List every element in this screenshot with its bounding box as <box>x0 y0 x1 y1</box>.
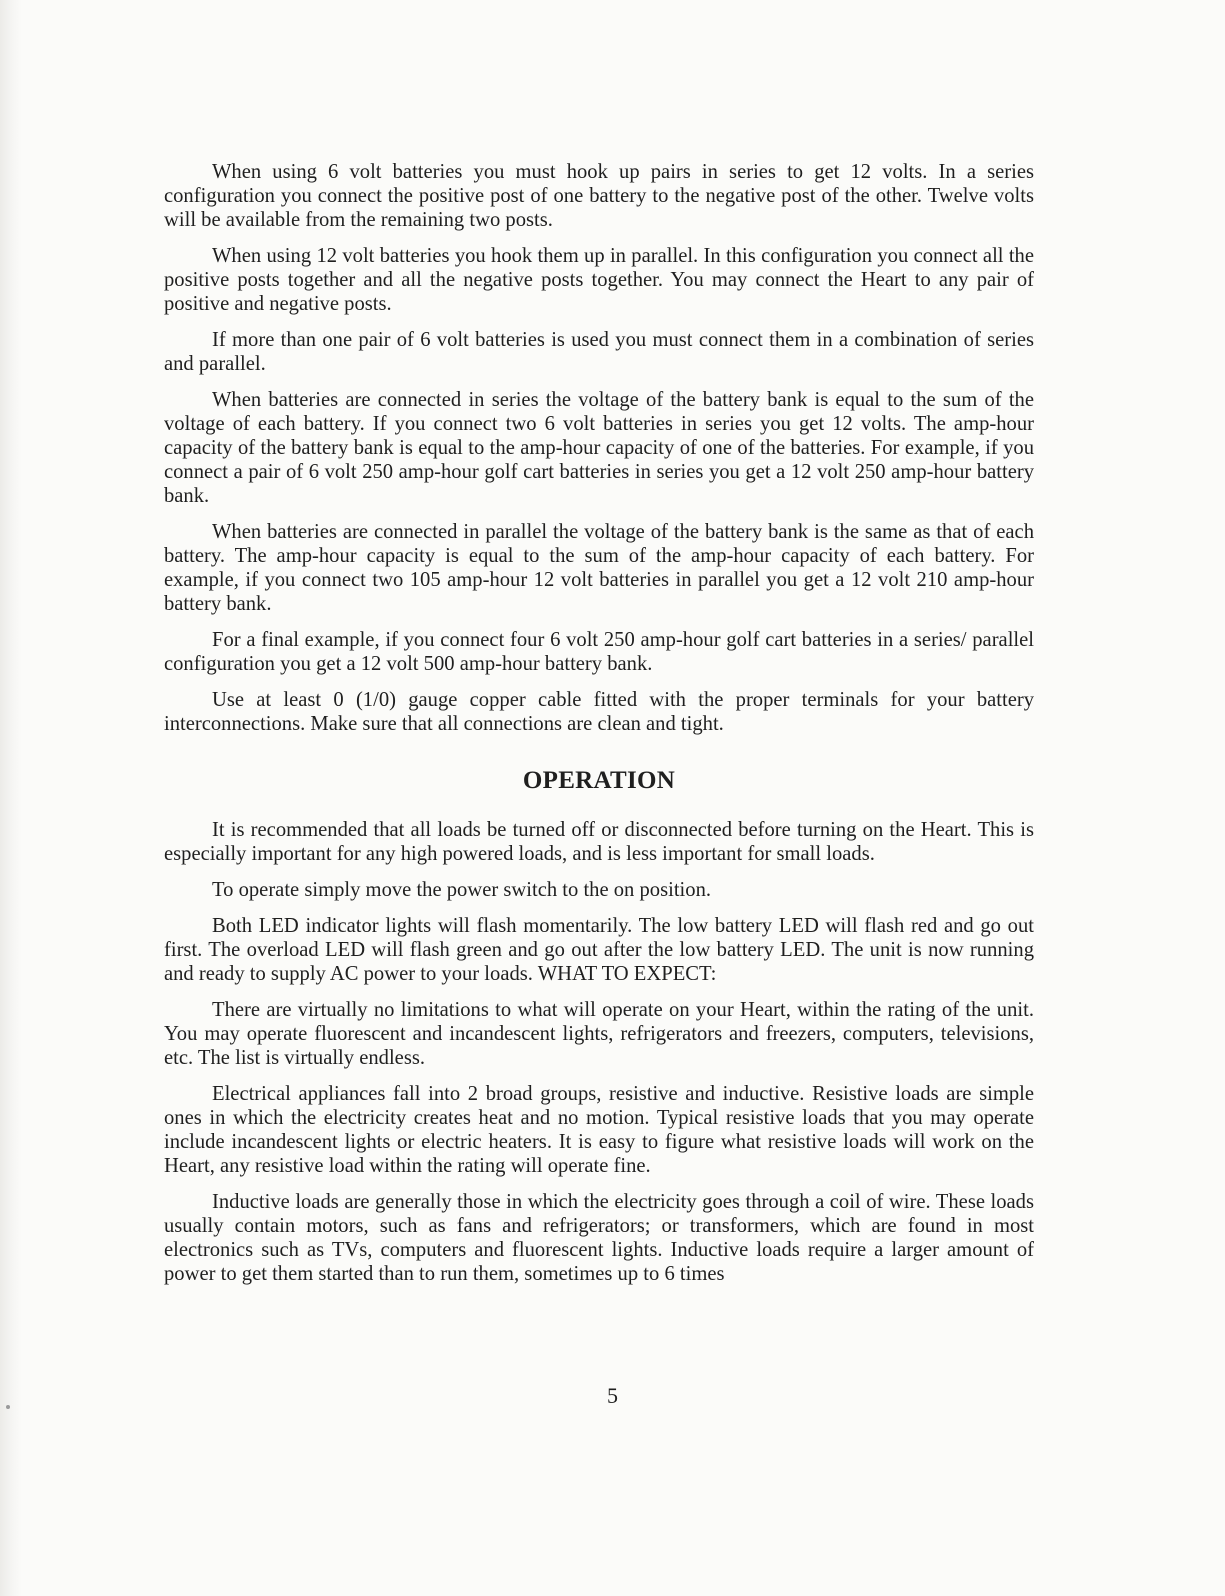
paragraph-parallel-voltage: When batteries are connected in parallel the voltage of the battery bank is the same as that of each battery. The amp-hour capacity is equal to the sum of the amp-hour capacity of each battery. For example, if you connect two 105 amp-hour 12 volt batteries in parallel you get a 12 volt 210 amp-hour battery bank. <box>164 521 1034 615</box>
page-number: 5 <box>607 1383 618 1408</box>
paragraph-limitations: There are virtually no limitations to what will operate on your Heart, within the rating of the unit. You may operate fluorescent and incandescent lights, refrigerators and freezers, computers, televisions, etc. The list is virtually endless. <box>164 999 1034 1069</box>
paragraph-loads-off: It is recommended that all loads be turned off or disconnected before turning on the Heart. This is especially important for any high powered loads, and is less important for small loads. <box>164 819 1034 865</box>
paragraph-cable-gauge: Use at least 0 (1/0) gauge copper cable fitted with the proper terminals for your battery interconnections. Make sure that all connections are clean and tight. <box>164 689 1034 735</box>
document-page <box>164 160 1034 1298</box>
scan-shadow-edge <box>0 0 22 1596</box>
paragraph-resistive-loads: Electrical appliances fall into 2 broad groups, resistive and inductive. Resistive loads are simple ones in which the electricity creates heat and no motion. Typical resistive loads that you may operate include incandescent lights or electric heaters. It is easy to figure what resistive loads will work on the Heart, any resistive load within the rating will operate fine. <box>164 1083 1034 1177</box>
paragraph-power-switch: To operate simply move the power switch to the on position. <box>212 879 712 901</box>
paragraph-six-volt-series: When using 6 volt batteries you must hook up pairs in series to get 12 volts. In a series configuration you connect the positive post of one battery to the negative post of the other. Twelve volts will be available from the remaining two posts. <box>164 161 1034 231</box>
paragraph-twelve-volt-parallel: When using 12 volt batteries you hook them up in parallel. In this configuration you connect all the positive posts together and all the negative posts together. You may connect the Heart to any pair of positive and negative posts. <box>164 245 1034 315</box>
operation-heading: OPERATION <box>522 767 676 794</box>
paragraph-led-indicators: Both LED indicator lights will flash momentarily. The low battery LED will flash red and go out first. The overload LED will flash green and go out after the low battery LED. The unit is now running and ready to supply AC power to your loads. WHAT TO EXPECT: <box>164 915 1034 985</box>
paragraph-series-parallel-combination: If more than one pair of 6 volt batteries is used you must connect them in a combination of series and parallel. <box>164 329 1034 375</box>
paragraph-final-example: For a final example, if you connect four 6 volt 250 amp-hour golf cart batteries in a series/ parallel configuration you get a 12 volt 500 amp-hour battery bank. <box>164 629 1034 675</box>
paragraph-inductive-loads: Inductive loads are generally those in which the electricity goes through a coil of wire. These loads usually contain motors, such as fans and refrigerators; or transformers, which are found in most electronics such as TVs, computers and fluorescent lights. Inductive loads require a larger amount of power to get them started than to run them, sometimes up to 6 times <box>164 1191 1034 1285</box>
paragraph-series-voltage: When batteries are connected in series the voltage of the battery bank is equal to the sum of the voltage of each battery. If you connect two 6 volt batteries in series you get 12 volts. The amp-hour capacity of the battery bank is equal to the amp-hour capacity of one of the batteries. For example, if you connect a pair of 6 volt 250 amp-hour golf cart batteries in series you get a 12 volt 250 amp-hour battery bank. <box>164 389 1034 507</box>
